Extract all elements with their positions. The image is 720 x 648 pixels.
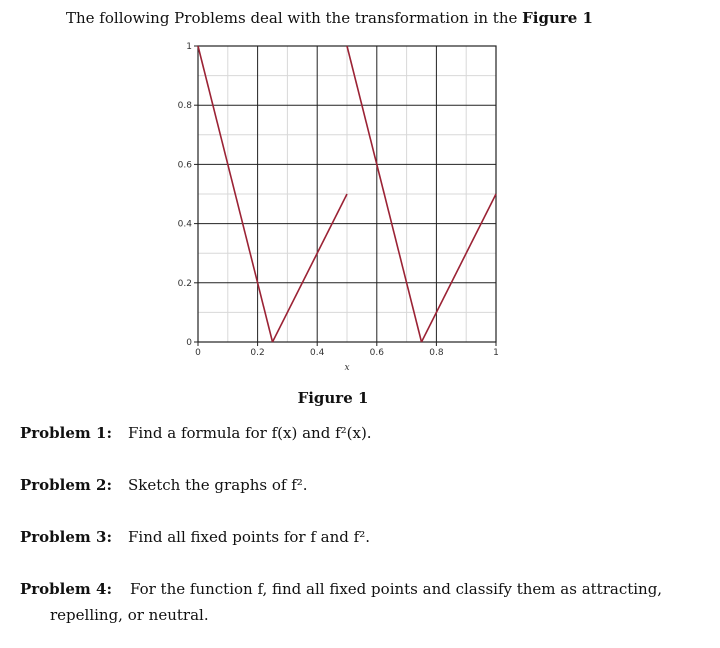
figure-reference: Figure 1 bbox=[522, 9, 593, 27]
y-tick-label: 0.4 bbox=[177, 219, 192, 230]
problem-4-label: Problem 4: bbox=[20, 580, 112, 598]
x-tick-label: 0.2 bbox=[250, 348, 265, 358]
y-tick-label: 0.6 bbox=[177, 160, 192, 171]
problem-3-label: Problem 3: bbox=[20, 528, 112, 546]
x-axis-label: x bbox=[344, 363, 350, 373]
problem-4-continuation: repelling, or neutral. bbox=[50, 606, 209, 624]
problem-1-text: Find a formula for f(x) and f²(x). bbox=[128, 424, 372, 442]
x-tick-label: 0.8 bbox=[429, 348, 444, 358]
series-line bbox=[422, 194, 497, 342]
y-tick-label: 0.2 bbox=[177, 278, 192, 289]
problem-2 bbox=[20, 476, 308, 494]
x-tick-label: 0.6 bbox=[369, 348, 384, 358]
x-tick-label: 0.4 bbox=[310, 348, 325, 358]
figure-1-plot bbox=[160, 36, 512, 376]
y-tick-label: 1 bbox=[186, 42, 192, 52]
x-tick-label: 1 bbox=[493, 348, 499, 358]
problem-2-label: Problem 2: bbox=[20, 476, 112, 494]
figure-caption: Figure 1 bbox=[297, 389, 369, 407]
intro-text: The following Problems deal with the transformation in the bbox=[66, 9, 518, 27]
problem-1-label: Problem 1: bbox=[20, 424, 112, 442]
problem-3 bbox=[20, 528, 370, 546]
y-tick-label: 0.8 bbox=[177, 101, 192, 112]
intro-sentence bbox=[66, 9, 593, 27]
x-tick-label: 0 bbox=[195, 348, 201, 358]
y-tick-label: 0 bbox=[186, 338, 192, 348]
problem-2-text: Sketch the graphs of f². bbox=[128, 476, 308, 494]
problem-3-text: Find all fixed points for f and f². bbox=[128, 528, 370, 546]
problem-4 bbox=[20, 580, 662, 598]
problem-4-text: For the function f, find all fixed points and classify them as attracting, bbox=[130, 580, 663, 598]
series-line bbox=[273, 194, 348, 342]
problem-1 bbox=[20, 424, 372, 442]
